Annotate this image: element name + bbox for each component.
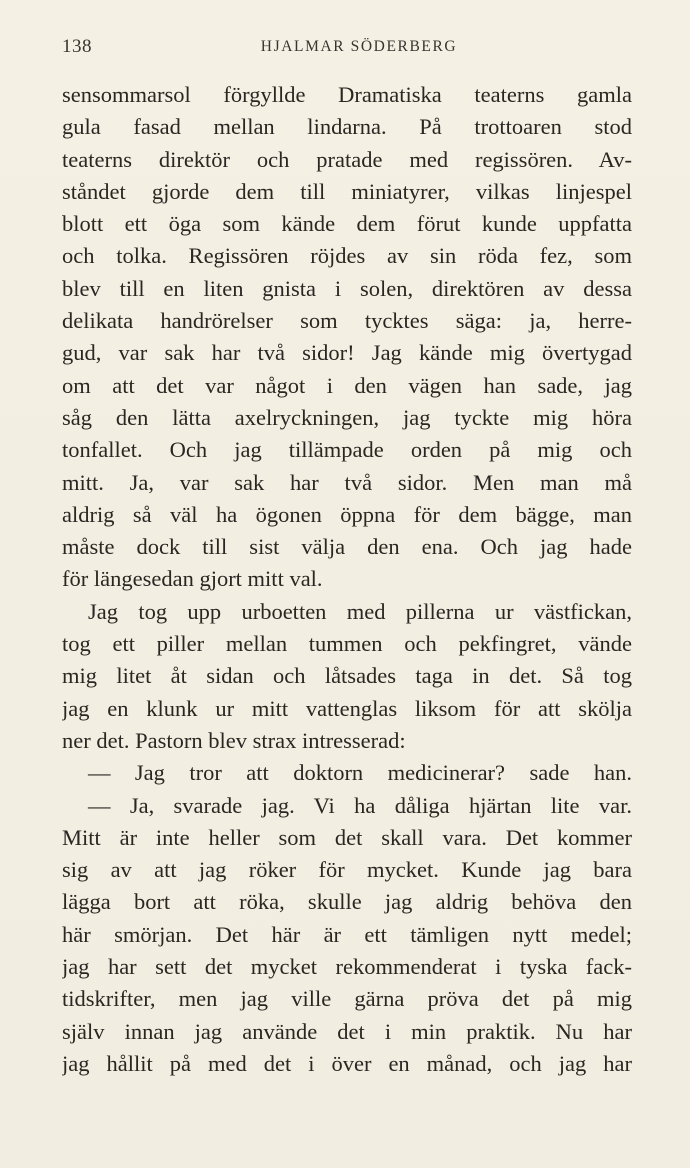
text-line: delikata handrörelser som tycktes säga: ja, herre- xyxy=(62,308,632,334)
text-line: ståndet gjorde dem till miniatyrer, vilkas linjespel xyxy=(62,178,632,204)
text-line: mitt. Ja, var sak har två sidor. Men man må xyxy=(62,469,632,495)
text-line: — Jag tror att doktorn medicinerar? sade han. xyxy=(88,760,632,786)
text-line: tonfallet. Och jag tillämpade orden på mig och xyxy=(62,437,632,463)
text-line: sensommarsol förgyllde Dramatiska teaterns gamla xyxy=(62,82,632,107)
text-line: aldrig så väl ha ögonen öppna för dem bägge, man xyxy=(62,501,632,527)
text-line: lägga bort att röka, skulle jag aldrig behöva den xyxy=(62,889,632,915)
text-line: måste dock till sist välja den ena. Och jag hade xyxy=(62,534,632,560)
text-line: såg den lätta axelryckningen, jag tyckte mig höra xyxy=(62,404,632,430)
running-head: HJALMAR SÖDERBERG xyxy=(260,38,458,55)
text-line: ner det. Pastorn blev strax intresserad: xyxy=(62,727,406,753)
text-line: teaterns direktör och pratade med regissören. Av- xyxy=(62,146,632,172)
text-line: blev till en liten gnista i solen, direktören av dessa xyxy=(62,275,632,301)
text-line: — Ja, svarade jag. Vi ha dåliga hjärtan lite var. xyxy=(88,792,632,818)
text-line: tog ett piller mellan tummen och pekfingret, vände xyxy=(62,631,632,657)
text-line: och tolka. Regissören röjdes av sin röda fez, som xyxy=(62,243,632,269)
text-line: gud, var sak har två sidor! Jag kände mig övertygad xyxy=(62,340,632,366)
text-line: jag en klunk ur mitt vattenglas liksom för att skölja xyxy=(62,695,632,721)
text-line: blott ett öga som kände dem förut kunde uppfatta xyxy=(62,211,632,237)
text-line: Jag tog upp urboetten med pillerna ur västfickan, xyxy=(88,598,632,624)
text-line: själv innan jag använde det i min praktik. Nu har xyxy=(62,1018,632,1044)
page-header xyxy=(62,36,632,60)
body-text xyxy=(62,79,632,1080)
text-line: sig av att jag röker för mycket. Kunde jag bara xyxy=(62,857,632,883)
text-line: mig litet åt sidan och låtsades taga in det. Så tog xyxy=(62,663,632,689)
text-line: jag har sett det mycket rekommenderat i tyska fack- xyxy=(62,954,632,980)
page-number: 138 xyxy=(62,36,92,57)
text-line: för längesedan gjort mitt val. xyxy=(62,566,323,592)
text-line: om att det var något i den vägen han sade, jag xyxy=(62,372,632,398)
text-line: här smörjan. Det här är ett tämligen nytt medel; xyxy=(62,921,632,947)
text-line: jag hållit på med det i över en månad, och jag har xyxy=(62,1050,632,1076)
text-line: tidskrifter, men jag ville gärna pröva det på mig xyxy=(62,986,632,1012)
text-line: gula fasad mellan lindarna. På trottoaren stod xyxy=(62,114,632,140)
text-line: Mitt är inte heller som det skall vara. Det kommer xyxy=(62,824,632,850)
